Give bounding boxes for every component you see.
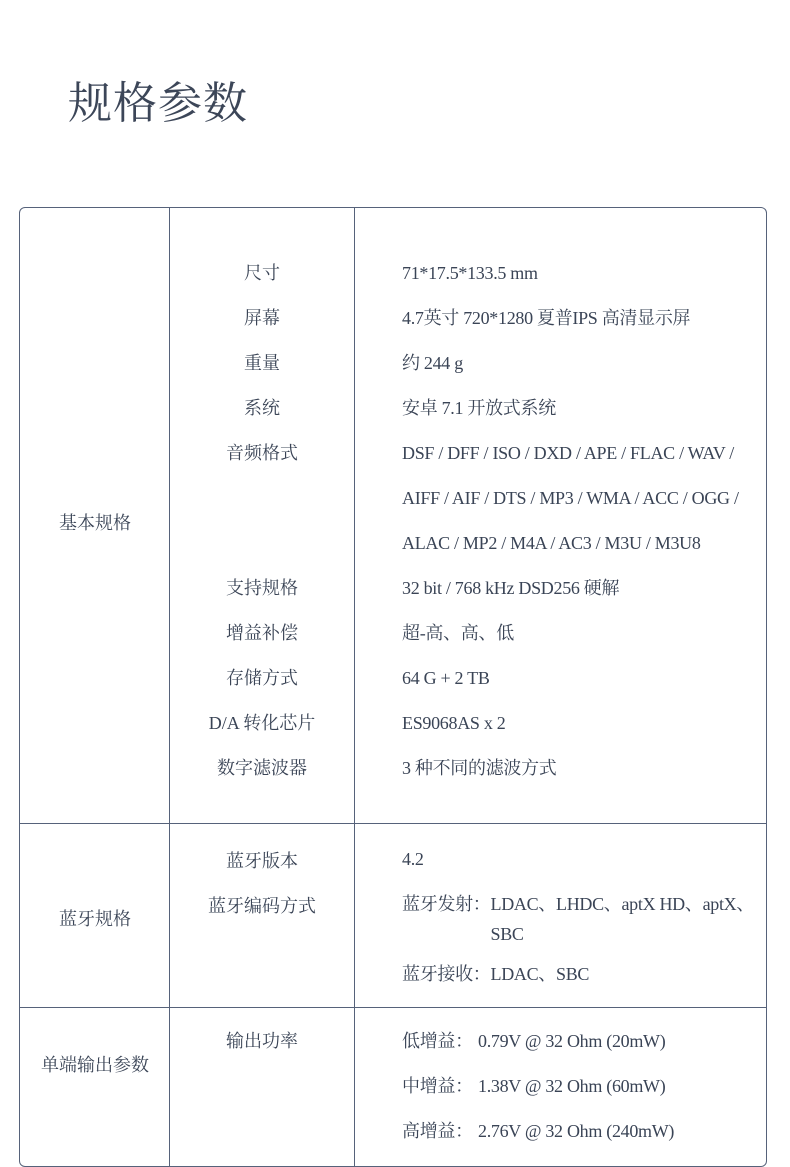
value-weight: 约 244 g	[402, 353, 463, 373]
category-bluetooth: 蓝牙规格	[59, 909, 131, 929]
value-audio-format-line-3: ALAC / MP2 / M4A / AC3 / M3U / M3U8	[402, 533, 701, 553]
label-audio-format: 音频格式	[226, 443, 298, 463]
output-mid-gain	[402, 1074, 665, 1098]
label-gain: 增益补偿	[226, 623, 298, 643]
output-high-gain-key: 高增益：	[402, 1121, 473, 1141]
row-divider	[20, 1007, 766, 1008]
output-mid-gain-value: 1.38V @ 32 Ohm (60mW)	[478, 1076, 666, 1096]
bluetooth-transmit-key: 蓝牙发射：	[402, 894, 491, 914]
value-size: 71*17.5*133.5 mm	[402, 263, 538, 283]
value-supported-spec: 32 bit / 768 kHz DSD256 硬解	[402, 578, 620, 598]
output-low-gain-value: 0.79V @ 32 Ohm (20mW)	[478, 1031, 666, 1051]
row-divider	[20, 823, 766, 824]
output-mid-gain-key: 中增益：	[402, 1076, 473, 1096]
label-system: 系统	[244, 398, 280, 418]
bluetooth-receive-key: 蓝牙接收：	[402, 964, 491, 984]
output-low-gain-key: 低增益：	[402, 1031, 473, 1051]
bluetooth-receive	[402, 959, 766, 989]
bluetooth-transmit-value: LDAC、LHDC、aptX HD、aptX、SBC	[490, 894, 755, 944]
label-digital-filter: 数字滤波器	[217, 758, 307, 778]
output-high-gain	[402, 1119, 674, 1143]
output-high-gain-value: 2.76V @ 32 Ohm (240mW)	[478, 1121, 675, 1141]
value-audio-format-line-2: AIFF / AIF / DTS / MP3 / WMA / ACC / OGG /	[402, 488, 739, 508]
value-screen: 4.7英寸 720*1280 夏普IPS 高清显示屏	[402, 308, 691, 328]
label-dac-chip: D/A 转化芯片	[208, 713, 316, 733]
value-system: 安卓 7.1 开放式系统	[402, 398, 556, 418]
label-output-power: 输出功率	[226, 1031, 298, 1051]
label-size: 尺寸	[244, 263, 280, 283]
label-supported-spec: 支持规格	[226, 578, 298, 598]
value-gain: 超-高、高、低	[402, 623, 514, 643]
column-divider	[354, 208, 355, 1166]
category-single-ended: 单端输出参数	[41, 1055, 149, 1075]
value-storage: 64 G + 2 TB	[402, 668, 490, 688]
output-low-gain	[402, 1029, 665, 1053]
bluetooth-transmit	[402, 889, 766, 949]
value-audio-format-line-1: DSF / DFF / ISO / DXD / APE / FLAC / WAV /	[402, 443, 734, 463]
page-title: 规格参数	[68, 79, 248, 128]
value-digital-filter: 3 种不同的滤波方式	[402, 758, 557, 778]
value-dac-chip: ES9068AS x 2	[402, 713, 506, 733]
spec-table	[19, 207, 767, 1167]
category-basic: 基本规格	[59, 513, 131, 533]
label-storage: 存储方式	[226, 668, 298, 688]
label-weight: 重量	[244, 353, 280, 373]
bluetooth-receive-value: LDAC、SBC	[490, 964, 590, 984]
label-screen: 屏幕	[244, 308, 280, 328]
label-bluetooth-codec: 蓝牙编码方式	[208, 896, 316, 916]
value-bluetooth-version: 4.2	[402, 849, 424, 869]
label-bluetooth-version: 蓝牙版本	[226, 851, 298, 871]
